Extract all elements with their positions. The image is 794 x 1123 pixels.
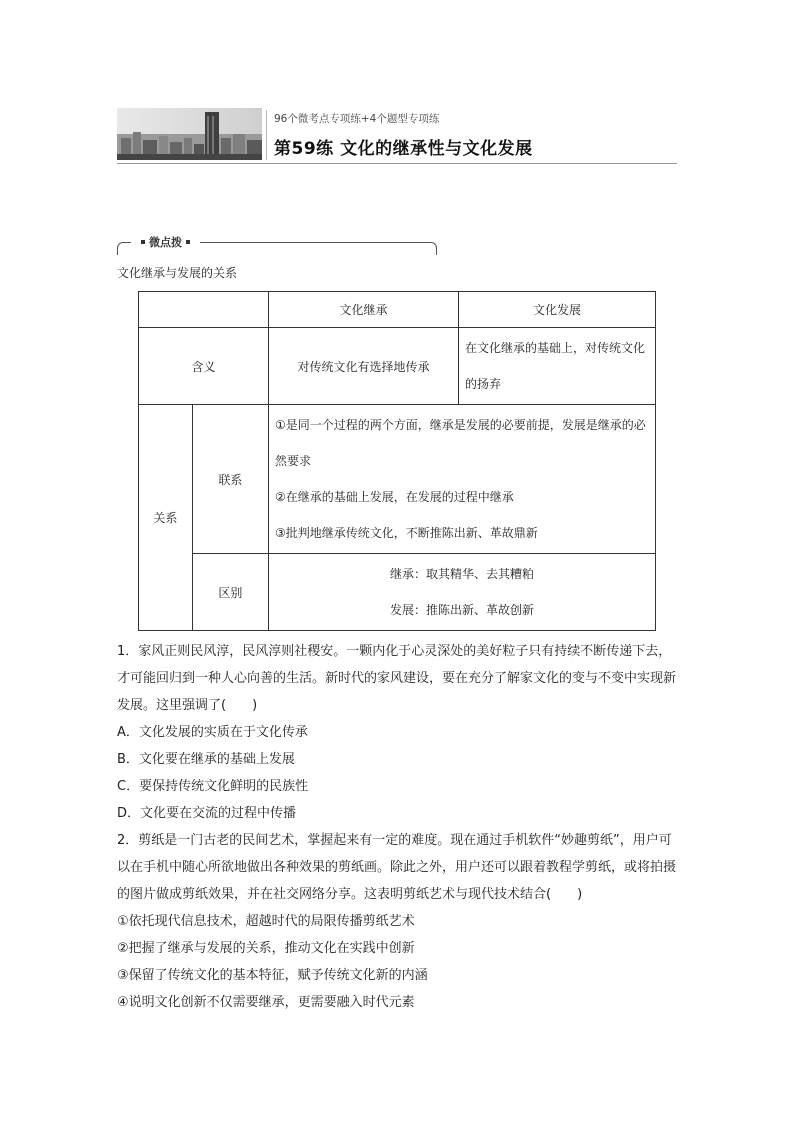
table-row: [139, 292, 656, 328]
option-a: A．文化发展的实质在于文化传承: [117, 725, 308, 740]
tip-label: [131, 234, 200, 250]
question-stem: 1．家风正则民风淳，民风淳则社稷安。一颗内化于心灵深处的美好粒子只有持续不断传递下去，才可能回归到一种人心向善的生活。新时代的家风建设，要在充分了解家文化的变与不变中实现新发展。这里强调了( ): [117, 644, 677, 713]
link-item: ①是同一个过程的两个方面，继承是发展的必要前提，发展是继承的必然要求: [275, 418, 646, 468]
table-sublabel-link: 联系: [192, 405, 268, 554]
header-rule: [117, 163, 677, 164]
page-title: 第59练 文化的继承性与文化发展: [274, 139, 533, 159]
statement-1: ①依托现代信息技术，超越时代的局限传播剪纸艺术: [117, 914, 415, 929]
question-1: [117, 638, 682, 827]
table-cell-link: [269, 405, 656, 554]
city-skyline-icon: [117, 108, 262, 160]
square-bullet-icon: [141, 240, 145, 244]
table-corner-cell: [139, 292, 269, 328]
link-item: ③批判地继承传统文化，不断推陈出新、革故鼎新: [275, 526, 538, 540]
statement-2: ②把握了继承与发展的关系，推动文化在实践中创新: [117, 941, 415, 956]
header-separator: [266, 110, 267, 160]
statement-4: ④说明文化创新不仅需要继承，更需要融入时代元素: [117, 995, 415, 1010]
section-title: 文化继承与发展的关系: [117, 266, 238, 280]
table-row-label-relation: 关系: [139, 405, 193, 631]
question-2: [117, 827, 682, 1016]
table-row: [139, 328, 656, 405]
table-cell-meaning-inherit: 对传统文化有选择地传承: [269, 328, 459, 405]
page-header: [274, 112, 533, 159]
tip-box: [117, 237, 435, 255]
square-bullet-icon: [186, 240, 190, 244]
tip-label-text: 微点拨: [149, 236, 182, 249]
table-row: [139, 554, 656, 631]
link-item: ②在继承的基础上发展，在发展的过程中继承: [275, 490, 514, 504]
table-row: [139, 405, 656, 554]
table-header-develop: 文化发展: [459, 292, 656, 328]
statement-3: ③保留了传统文化的基本特征，赋予传统文化新的内涵: [117, 968, 428, 983]
header-subtitle: 96个微考点专项练+4个题型专项练: [274, 113, 440, 125]
table-sublabel-diff: 区别: [192, 554, 268, 631]
relationship-table: [138, 291, 656, 631]
header-banner-image: [117, 108, 262, 160]
diff-item: 发展：推陈出新、革故创新: [389, 603, 534, 617]
table-cell-meaning-develop: 在文化继承的基础上，对传统文化的扬弃: [459, 328, 656, 405]
question-stem: 2．剪纸是一门古老的民间艺术，掌握起来有一定的难度。现在通过手机软件“妙趣剪纸”，用户可以在手机中随心所欲地做出各种效果的剪纸画。除此之外，用户还可以跟着教程学剪纸，或将拍摄的图片做成剪纸效果，并在社交网络分享。这表明剪纸艺术与现代技术结合( ): [117, 833, 677, 902]
option-c: C．要保持传统文化鲜明的民族性: [117, 779, 309, 794]
option-d: D．文化要在交流的过程中传播: [117, 806, 297, 821]
diff-item: 继承：取其精华、去其糟粕: [389, 567, 534, 581]
table-header-inherit: 文化继承: [269, 292, 459, 328]
option-b: B．文化要在继承的基础上发展: [117, 752, 295, 767]
table-row-label-meaning: 含义: [139, 328, 269, 405]
table-cell-diff: [269, 554, 656, 631]
